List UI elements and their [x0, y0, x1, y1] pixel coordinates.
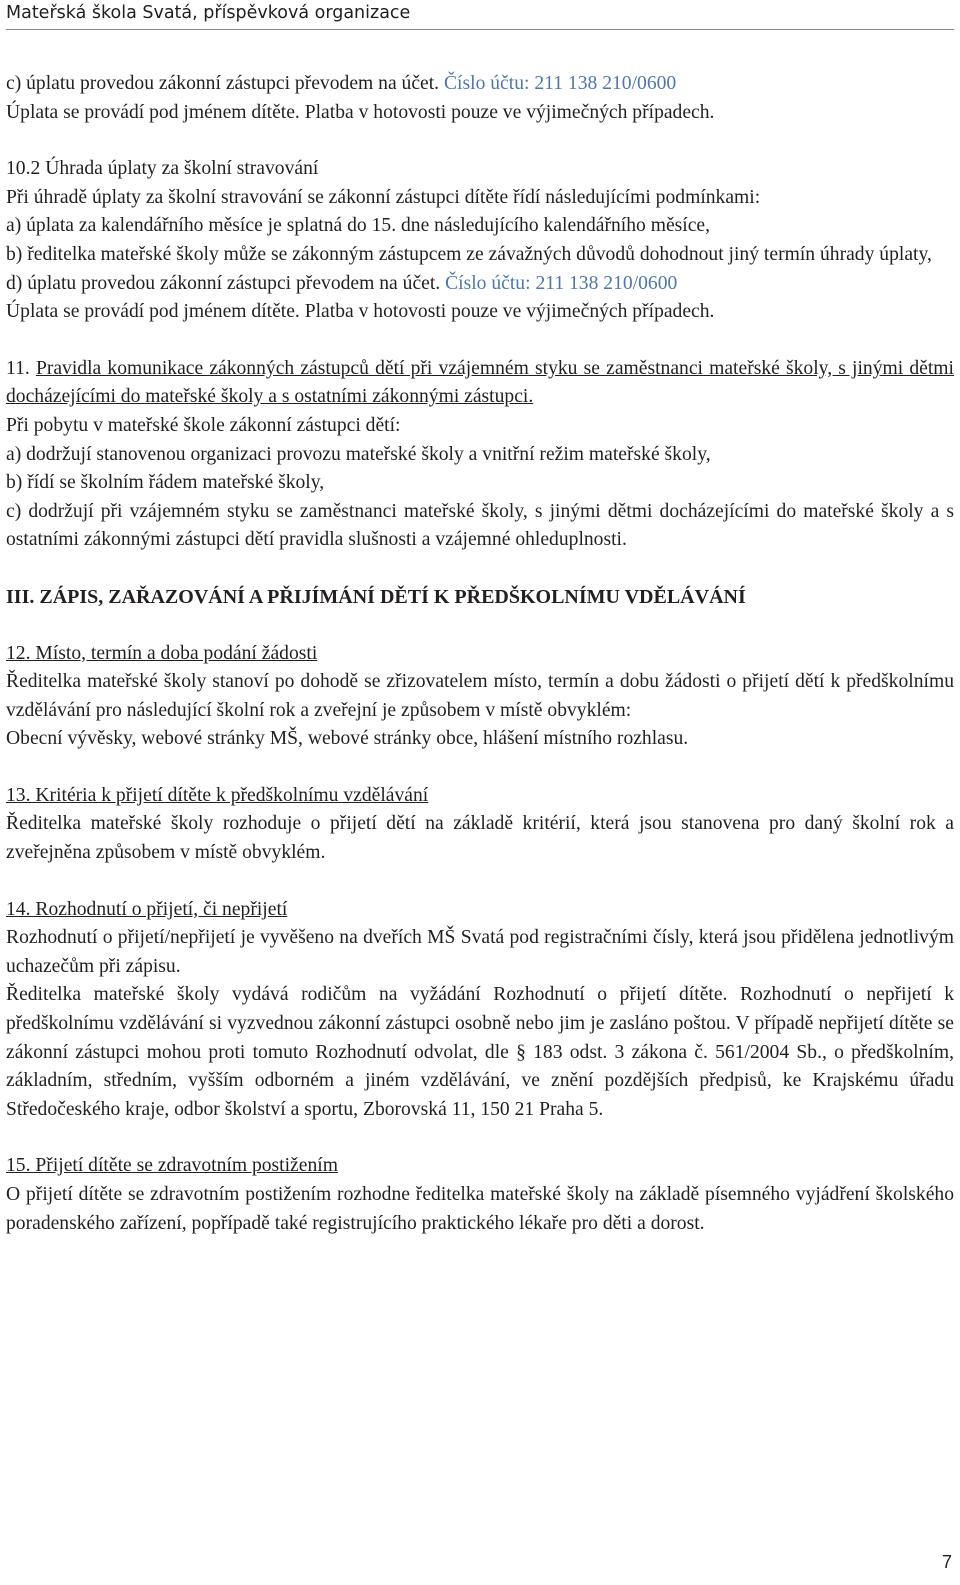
text: Rozhodnutí o přijetí/nepřijetí je vyvěšeno na dveřích MŠ Svatá pod registračními čísly, která jsou přidělena jednotlivým uchazečům při zápisu. — [6, 927, 954, 977]
account-number: Číslo účtu: 211 138 210/0600 — [445, 272, 678, 294]
block-payment-transfer — [6, 70, 954, 127]
block-15 — [6, 1152, 954, 1238]
section-number: 11. — [6, 357, 36, 379]
chapter-heading: III. ZÁPIS, ZAŘAZOVÁNÍ A PŘIJÍMÁNÍ DĚTÍ K PŘEDŠKOLNÍMU VDĚLÁVÁNÍ — [6, 585, 746, 608]
list-item: a) dodržují stanovenou organizaci provozu mateřské školy a vnitřní režim mateřské školy, — [6, 443, 711, 465]
account-number: Číslo účtu: 211 138 210/0600 — [443, 73, 677, 94]
list-item: c) dodržují při vzájemném styku se zaměstnanci mateřské školy, s jinými dětmi docházejícími do mateřské školy a s ostatními zákonnými zástupci dětí pravidla slušnosti a vzájemné ohleduplnosti. — [6, 500, 954, 551]
section-title: 14. Rozhodnutí o přijetí, či nepřijetí — [6, 898, 288, 920]
text: Při pobytu v mateřské škole zákonní zástupci dětí: — [6, 414, 401, 436]
page-number: 7 — [941, 1552, 952, 1572]
text: c) úplatu provedou zákonní zástupci převodem na účet. — [6, 73, 444, 94]
text: Ředitelka mateřské školy rozhoduje o přijetí dětí na základě kritérií, která jsou stanovena pro daný školní rok a zveřejněna způsobem v místě obvyklém. — [6, 813, 954, 864]
text: d) úplatu provedou zákonní zástupci převodem na účet. — [6, 272, 446, 294]
list-item: b) řídí se školním řádem mateřské školy, — [6, 472, 325, 494]
list-item — [6, 270, 954, 299]
section-title-text: Pravidla komunikace zákonných zástupců dětí při vzájemném styku se zaměstnanci mateřské školy, s jinými dětmi docházejícími do mateřské školy a s ostatními zákonnými zástupci. — [6, 357, 954, 408]
block-meal-payment — [6, 155, 954, 327]
header-title: Mateřská škola Svatá, příspěvková organizace — [6, 3, 411, 23]
text: Ředitelka mateřské školy vydává rodičům na vyžádání Rozhodnutí o přijetí dítěte. Rozhodnutí o nepřijetí k předškolnímu vzdělávání si vyzvednou zákonní zástupci osobně nebo jim je zasláno poštou. V případě nepřijetí dítěte se zákonní zástupci mohou proti tomuto Rozhodnutí odvolat, dle § 183 odst. 3 zákona č. 561/2004 Sb., o předškolním, základním, středním, vyšším odborném a jiném vzdělávání, ve znění pozdějších předpisů, ke Krajskému úřadu Středočeského kraje, odbor školství a sportu, Zborovská 11, 150 21 Praha 5. — [6, 984, 954, 1120]
block-14 — [6, 896, 954, 1125]
section-title: 15. Přijetí dítěte se zdravotním postižením — [6, 1155, 338, 1177]
text: Úplata se provádí pod jménem dítěte. Platba v hotovosti pouze ve výjimečných případech. — [6, 101, 715, 123]
section-title — [6, 355, 954, 412]
text: Při úhradě úplaty za školní stravování se zákonní zástupci dítěte řídí následujícími podmínkami: — [6, 186, 761, 208]
section-heading-iii — [6, 583, 954, 612]
block-communication-rules — [6, 355, 954, 555]
list-item: b) ředitelka mateřské školy může se zákonným zástupcem ze závažných důvodů dohodnout jiný termín úhrady úplaty, — [6, 243, 932, 265]
section-title: 12. Místo, termín a doba podání žádosti — [6, 642, 318, 664]
document-body — [6, 70, 954, 1266]
text: Úplata se provádí pod jménem dítěte. Platba v hotovosti pouze ve výjimečných případech. — [6, 301, 715, 323]
block-13 — [6, 782, 954, 868]
text: Ředitelka mateřské školy stanoví po dohodě se zřizovatelem místo, termín a dobu žádosti o přijetí dětí k předškolnímu vzdělávání pro následující školní rok a zveřejní je způsobem v místě obvyklém: — [6, 671, 954, 721]
list-item: a) úplata za kalendářního měsíce je splatná do 15. dne následujícího kalendářního měsíce, — [6, 215, 711, 237]
text: Obecní vývěsky, webové stránky MŠ, webové stránky obce, hlášení místního rozhlasu. — [6, 728, 689, 750]
page-header — [6, 0, 954, 30]
section-title: 10.2 Úhrada úplaty za školní stravování — [6, 158, 319, 180]
block-12 — [6, 640, 954, 754]
section-title: 13. Kritéria k přijetí dítěte k předškolnímu vzdělávání — [6, 784, 429, 806]
text: O přijetí dítěte se zdravotním postižením rozhodne ředitelka mateřské školy na základě písemného vyjádření školského poradenského zařízení, popřípadě také registrujícího praktického lékaře pro děti a dorost. — [6, 1184, 954, 1234]
